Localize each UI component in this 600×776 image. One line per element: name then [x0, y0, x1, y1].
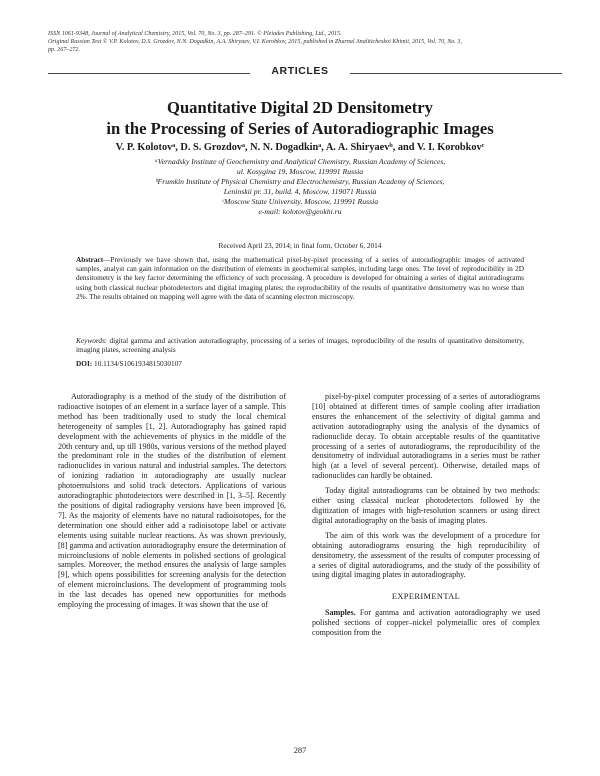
author-list: V. P. Kolotovᵃ, D. S. Grozdovᵃ, N. N. Dogadkinᵃ, A. A. Shiryaevᵇ, and V. I. Korobkovᶜ — [115, 142, 485, 153]
section-heading-experimental: EXPERIMENTAL — [391, 592, 461, 602]
body-column-left — [58, 392, 286, 610]
paragraph — [312, 608, 540, 638]
abstract-text: —Previously we have shown that, using the mathematical pixel-by-pixel processing of a series of autoradiographic images of activated samples, analyst can gain information on the distribution of elements in geochemical samples, including large ones. The level of reproducibility in 2D densitometry is the key factor determining the efficiency of such processing. A procedure is developed for obtaining a series of digital autoradiograms using both classical nuclear photodetectors and digital imaging plates; the reproducibility of the results of quantitative densitometry was no worse than 2%. The results obtained on mapping well agree with the data of scanning electron microscopy. — [76, 255, 524, 301]
body-column-right — [312, 392, 540, 638]
paragraph: Today digital autoradiograms can be obtained by two methods: either using classical nuclear photodetectors followed by the digitization of images with high-resolution scanners or using direct digital autoradiography on the basis of imaging plates. — [312, 486, 540, 525]
affiliations — [0, 157, 600, 217]
doi — [76, 359, 524, 368]
article-title — [0, 98, 600, 139]
contact-email: e-mail: kolotov@geokhi.ru — [258, 207, 342, 216]
doi-link[interactable]: 10.1134/S1061934815030107 — [94, 359, 182, 368]
affiliation-line: ᶜMoscow State University, Moscow, 119991 Russia — [221, 197, 379, 206]
paragraph: Autoradiography is a method of the study of the distribution of radioactive isotopes of an element in a surface layer of a sample. This method has been traditionally used to study the local chemical heterogeneity of samples [1, 2]. Autoradiography has gained rapid development with the achievements of physics in the middle of the 20th century and, up till 1980s, various versions of the method played the predominant role in the studies of the distribution of element radionuclides in various natural and industrial samples. The detectors of ionizing radiation in autoradiography are usually nuclear photoemulsions and solid track detectors. Applications of various autoradiographic photodetectors were described in [1, 3–5]. Recently the positions of digital radiography versions have been improved [6, 7]. As the majority of elements have no natural radioisotopes, for the determination one should either add a radioisotope label or activate elements using suitable nuclear reactions. As was shown previously, [8] gamma and activation autoradiography ensure the determination of microinclusions of noble elements in polished sections of geological samples. Moreover, the method ensures the analysis of large samples [9], which opens possibilities for screening analysis for the detection of element microinclusions. The development of programming tools in the last decades has opened new opportunities for methods employing the processing of images. It was shown that the use of — [58, 392, 286, 610]
keywords-text: : digital gamma and activation autoradiography, processing of a series of images, reproducibility of the results of quantitative densitometry, imaging plates, screening analysis — [76, 336, 524, 355]
received-dates: Received April 23, 2014; in final form, October 6, 2014 — [218, 241, 382, 250]
journal-header — [48, 30, 562, 55]
affiliation-line: Leninskii pr. 31, build. 4, Moscow, 119071 Russia — [223, 187, 377, 196]
samples-label: Samples. — [325, 608, 356, 618]
keywords — [76, 336, 524, 354]
affiliation-line: ᵇFrumkin Institute of Physical Chemistry and Electrochemistry, Russian Academy of Sciences, — [155, 177, 445, 186]
affiliation-line: ul. Kosygina 19, Moscow, 119991 Russia — [236, 167, 364, 176]
journal-header-line: pp. 267–272. — [48, 47, 80, 54]
journal-header-line: Original Russian Text © V.P. Kolotov, D.S. Grozdov, N.N. Dogadkin, A.A. Shiryaev, V.I. Korobkov, 2015, published in Zhurnal Analiticheskoi Khimii, 2015, Vol. 70, No. 3, — [48, 39, 462, 46]
affiliation-line: ᵃVernadsky Institute of Geochemistry and Analytical Chemistry, Russian Academy of Sciences, — [154, 157, 446, 166]
abstract-label: Abstract — [76, 255, 104, 264]
doi-label: DOI: — [76, 359, 93, 368]
samples-text: For gamma and activation autoradiography we used polished sections of copper–nickel polymetallic ores of complex composition from the — [312, 608, 540, 638]
section-label-text: ARTICLES — [265, 65, 334, 77]
journal-header-line: ISSN 1061-9348, Journal of Analytical Chemistry, 2015, Vol. 70, No. 3, pp. 287–291. © Pleiades Publishing, Ltd., 2015. — [48, 31, 342, 37]
keywords-label: Keywords — [76, 336, 105, 345]
page-number: 287 — [293, 746, 307, 755]
abstract — [76, 255, 524, 301]
paragraph: pixel-by-pixel computer processing of a series of autoradiograms [10] obtained at different times of sample cooling after irradiation ensures the enhancement of the selectivity of digital gamma and activation autoradiography using the analysis of the dynamics of radionuclide decay. To obtain acceptable results of the quantitative processing of a series of autoradiograms, the reproducibility of the densitometry of individual autoradiograms in a series must be rather high (at a level of several percent). Otherwise, detailed maps of radionuclides can hardly be obtained. — [312, 392, 540, 481]
article-title-line: Quantitative Digital 2D Densitometry — [167, 98, 433, 117]
paragraph: The aim of this work was the development of a procedure for obtaining autoradiograms ensuring the high reproducibility of densitometry, the assessment of the results of computer processing of a series of digital autoradiograms, and the study of the possibility of using digital imaging plates in autoradiography. — [312, 530, 540, 580]
article-title-line: in the Processing of Series of Autoradiographic Images — [106, 118, 494, 138]
section-label — [0, 65, 600, 77]
